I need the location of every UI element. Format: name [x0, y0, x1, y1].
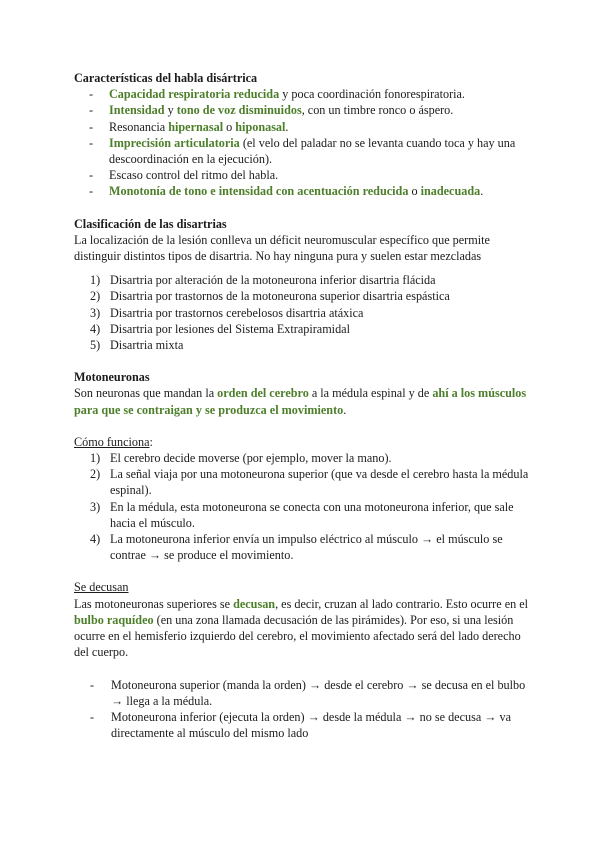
- section-title-how-it-works: Cómo funciona: [74, 434, 150, 449]
- text-run: Resonancia: [109, 119, 169, 134]
- highlighted-term: ahí a los músculos para que se contraigan y se produzca el movimiento: [74, 386, 527, 417]
- highlighted-term: Monotonía de tono e intensidad con acentuación reducida: [109, 184, 409, 199]
- list-item: [74, 531, 536, 563]
- text-run: , es decir, cruzan al lado contrario. Esto ocurre en el: [275, 596, 529, 611]
- list-item: [74, 466, 536, 498]
- highlighted-term: decusan: [233, 596, 276, 611]
- motoneurons-paragraph: [74, 385, 536, 417]
- text-run: y: [164, 103, 177, 118]
- list-text: Disartria por trastornos de la motoneurona superior disartria espástica: [110, 289, 450, 304]
- highlighted-term: hiponasal: [235, 119, 286, 134]
- list-text: La señal viaja por una motoneurona superior (que va desde el cerebro hasta la médula espinal).: [110, 467, 529, 498]
- classification-list: [74, 272, 536, 353]
- characteristics-list: [74, 86, 536, 199]
- text-run: .: [343, 402, 347, 417]
- text-run: y poca coordinación fonorespiratoria.: [279, 87, 465, 102]
- text-run: .: [285, 119, 289, 134]
- decussation-paragraph: [74, 596, 536, 661]
- text-run: (en una zona llamada decusación de las pirámides). Por eso, si una lesión ocurre en el hemisferio izquierdo del cerebro, el movimiento afectado será del lado derecho del cuerpo.: [74, 612, 521, 660]
- list-item: [74, 102, 536, 118]
- list-item: [74, 272, 536, 288]
- highlighted-term: inadecuada: [420, 184, 481, 199]
- section-title-decussation: Se decusan: [74, 580, 129, 595]
- list-text: El cerebro decide moverse (por ejemplo, mover la mano).: [110, 451, 392, 466]
- list-item: [74, 288, 536, 304]
- list-text: Disartria por trastornos cerebelosos disartria atáxica: [110, 305, 364, 320]
- list-number: 2): [90, 467, 101, 482]
- list-item: [74, 119, 536, 135]
- list-item: [74, 337, 536, 353]
- list-number: 1): [90, 273, 101, 288]
- decussation-list: [74, 677, 536, 742]
- list-number: 5): [90, 338, 101, 353]
- section-title-classification: Clasificación de las disartrias: [74, 216, 227, 231]
- rich-text: [109, 136, 515, 166]
- text-run: a la médula espinal y de: [308, 386, 433, 401]
- text-run: o: [408, 184, 421, 199]
- classification-intro: La localización de la lesión conlleva un déficit neuromuscular específico que permite distinguir distintos tipos de disartria. No hay ninguna pura y suelen estar mezcladas: [74, 232, 490, 264]
- text-run: Son neuronas que mandan la: [74, 386, 218, 401]
- list-text: La motoneurona inferior envía un impulso eléctrico al músculo → el músculo se contrae → se produce el movimiento.: [110, 532, 503, 563]
- list-item: [74, 183, 536, 199]
- heading-colon: :: [149, 434, 153, 449]
- highlighted-term: Imprecisión articulatoria: [109, 135, 240, 150]
- how-it-works-heading: [74, 434, 536, 450]
- rich-text: [109, 168, 278, 182]
- list-item: [74, 321, 536, 337]
- rich-text: [109, 103, 453, 117]
- text-run: .: [480, 184, 484, 199]
- rich-text: [109, 120, 288, 134]
- list-text: Disartria mixta: [110, 338, 184, 353]
- text-run: Escaso control del ritmo del habla.: [109, 168, 279, 183]
- decussation-heading: [74, 579, 536, 595]
- list-text: Motoneurona superior (manda la orden) → desde el cerebro → se decusa en el bulbo → llega a la médula.: [111, 677, 526, 708]
- text-run: , con un timbre ronco o áspero.: [301, 103, 454, 118]
- highlighted-term: Intensidad: [109, 103, 165, 118]
- document-page: [74, 70, 536, 741]
- highlighted-term: hipernasal: [168, 119, 224, 134]
- section-title-motoneurons: Motoneuronas: [74, 370, 150, 385]
- list-item: [74, 305, 536, 321]
- list-item: [74, 167, 536, 183]
- rich-text: [109, 87, 465, 101]
- text-run: (el velo del paladar no se levanta cuando toca y hay una descoordinación en la ejecución).: [109, 135, 516, 167]
- list-number: 3): [90, 305, 101, 320]
- rich-text: [109, 184, 483, 198]
- highlighted-term: bulbo raquídeo: [74, 612, 154, 627]
- text-run: Las motoneuronas superiores se: [74, 596, 234, 611]
- list-number: 4): [90, 532, 101, 547]
- list-number: 3): [90, 499, 101, 514]
- list-text: En la médula, esta motoneurona se conecta con una motoneurona inferior, que sale hacia el músculo.: [110, 499, 514, 530]
- highlighted-term: Capacidad respiratoria reducida: [109, 87, 280, 102]
- list-item: [74, 499, 536, 531]
- list-item: [74, 677, 536, 709]
- highlighted-term: orden del cerebro: [217, 386, 309, 401]
- list-item: [74, 709, 536, 741]
- list-item: [74, 86, 536, 102]
- text-run: o: [223, 119, 236, 134]
- list-number: 2): [90, 289, 101, 304]
- list-item: [74, 450, 536, 466]
- section-title-characteristics: Características del habla disártrica: [74, 71, 258, 85]
- list-text: Disartria por lesiones del Sistema Extrapiramidal: [110, 321, 350, 336]
- list-item: [74, 135, 536, 167]
- how-it-works-list: [74, 450, 536, 563]
- list-text: Motoneurona inferior (ejecuta la orden) → desde la médula → no se decusa → va directamente al músculo del mismo lado: [111, 709, 512, 741]
- list-number: 1): [90, 451, 101, 466]
- list-number: 4): [90, 321, 101, 336]
- highlighted-term: tono de voz disminuidos: [176, 103, 302, 118]
- list-text: Disartria por alteración de la motoneurona inferior disartria flácida: [110, 273, 436, 288]
